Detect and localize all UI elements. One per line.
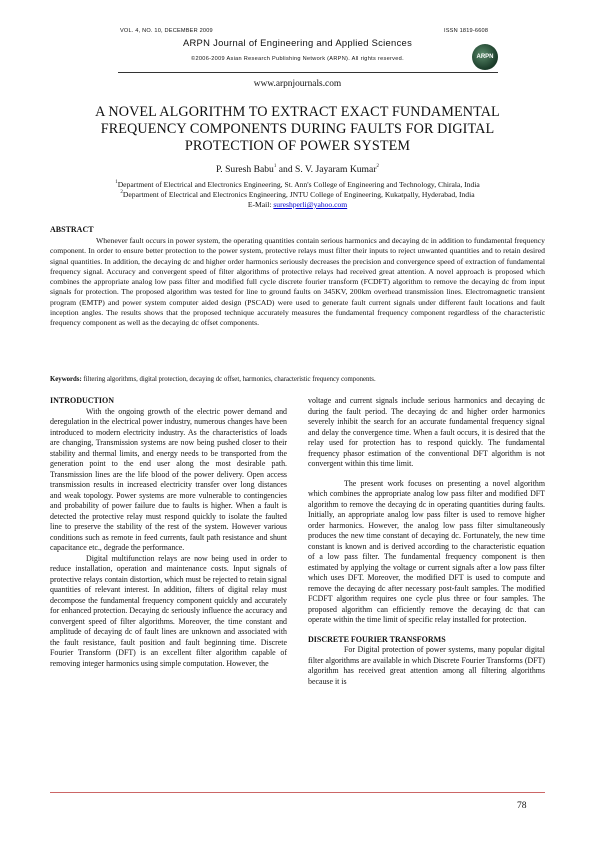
affiliation-marker: 1 [273, 164, 277, 169]
paragraph: voltage and current signals include serious harmonics and decaying dc during the fault period. The decaying dc and higher order harmonics severely inhibit the search for an accurate fundamental frequency signal and delay the convergence time. When a fault occurs, it is desired that the relay used for protection has to respond quickly. The fundamental frequency phasor estimation of the conventional DFT algorithm is not convergent within this time limit. [308, 396, 545, 469]
left-column [50, 396, 287, 669]
email-link[interactable]: sureshperli@yahoo.com [273, 200, 348, 209]
paragraph: With the ongoing growth of the electric power demand and deregulation in the electrical power industry, numerous changes have been introduced to modern electricity industry. As the characteristics of loads are changing, Transmission systems are now being pushed closer to their stability and thermal limits, and energy needs to be transported from the generation point to the end user along the most desirable path. Transmission lines are the life blood of the power delivery. Open access transmission results in increased electricity transfer over long distances and weak topology. Power systems are more vulnerable to contingencies and probability of power failure due to faults is higher. When a fault is detected the protective relay must respond quickly to isolate the faulted line to preserve the stability of the rest of the system. However various conditions such as remote in feed currents, fault path resistance and shunt capacitance etc., degrade the performance. [50, 406, 287, 553]
author-name: S. V. Jayaram Kumar [295, 164, 377, 175]
paragraph: Digital multifunction relays are now being used in order to reduce installation, operation and maintenance costs. Input signals of protective relays contain distortion, which must be rejected to retain signal quantities of relevant interest. In addition, filters of digital relay must decompose the fundamental frequency component quickly and accurately for enhanced protection. Decaying dc seriously influence the accuracy and convergent speed of filter algorithms. Moreover, the time constant and amplitude of decaying dc of fault lines are unknown and associated with the fault resistance, fault position and fault beginning time. Discrete Fourier Transform (DFT) is an excellent filter algorithm capable of removing integer harmonics using simple computation. However, the [50, 553, 287, 668]
keywords-label: Keywords: [50, 376, 82, 383]
page-number: 78 [517, 800, 527, 811]
author-name: P. Suresh Babu [216, 164, 274, 175]
author-list [0, 164, 595, 175]
journal-name: ARPN Journal of Engineering and Applied Sciences [182, 37, 413, 48]
paper-title: A NOVEL ALGORITHM TO EXTRACT EXACT FUNDAMENTAL FREQUENCY COMPONENTS DURING FAULTS FOR DIGITAL PROTECTION OF POWER SYSTEM [95, 104, 500, 154]
footer-divider [50, 792, 545, 793]
abstract-text: Whenever fault occurs in power system, the operating quantities contain serious harmonics and decaying dc in addition to fundamental frequency component. In order to ensure better protection to the power system, protective relays must filter their inputs to reject unwanted quantities and to retain desired signal quantities. In addition, the decaying dc and higher order harmonics seriously decreases the precision and convergence speed of extraction of fundamental frequency signal. Accuracy and convergent speed of filter algorithms of protective relays had received great attention. A novel approach is proposed which combines the appropriate analog low pass filter and modified full cycle discrete fourier transform (FCDFT) algorithm to remove the decaying dc from input signals for protection. The proposed algorithm was tested for line to ground faults on 345KV, 200km overhead transmission lines. Electromagnetic transient program (EMTP) and power system computer aided design (PSCAD) were used to generate fault current signals under different fault locations and fault inception angles. The results shows that the proposed technique accurately measures the fundamental frequency component regardless of the characteristic frequency component as well as the decaying dc offset components. [50, 236, 545, 328]
journal-url[interactable]: www.arpnjournals.com [253, 79, 342, 89]
paragraph: The present work focuses on presenting a novel algorithm which combines the appropriate analog low pass filter and modified DFT algorithm to remove the decaying dc in operating quantities during faults. Initially, an appropriate analog low pass filter is used to remove higher order harmonics. However, the analog low pass filter simultaneously produces the new time constant of decaying dc. Fortunately, the new time constant is known and is derived according to the characteristic equation of a low pass filter. The fundamental frequency component is then estimated by applying the voltage or current signals after a low pass filter which uses DFT. Moreover, the modified DFT is used to compute and remove the decaying dc after necessary post-fault samples. The modified FCDFT algorithm requires one cycle plus three or four samples. The proposed algorithm can efficiently remove the decaying dc that can operate within the time limit of specific relay installed for protection. [308, 478, 545, 625]
affiliation-1: $^1$Department of Electrical and Electronics Engineering, St. Ann's College of Engineering and Technology, Chirala, India [115, 180, 480, 189]
journal-logo: ARPN [472, 44, 498, 70]
keywords-list: filtering algorithms, digital protection, decaying dc offset, harmonics, characteristic frequency components. [81, 376, 376, 383]
affiliation-2: $^2$Department of Electrical and Electronics Engineering, JNTU College of Engineering, Kukatpally, Hyderabad, India [120, 190, 475, 199]
copyright-notice: ©2006-2009 Asian Research Publishing Network (ARPN). All rights reserved. [191, 56, 404, 62]
affiliation-marker: 2 [376, 164, 379, 169]
header-divider [118, 72, 498, 73]
author-email: E-Mail: sureshperli@yahoo.com [247, 200, 348, 209]
volume-info: VOL. 4, NO. 10, DECEMBER 2009 [120, 28, 213, 34]
section-heading-dft: DISCRETE FOURIER TRANSFORMS [308, 634, 446, 644]
author-conjunction: and [276, 164, 296, 175]
paragraph: For Digital protection of power systems, many popular digital filter algorithms are available in which Discrete Fourier Transforms (DFT) algorithm has received great attention among all filtering algorithms because it is [308, 645, 545, 686]
section-heading-introduction: INTRODUCTION [50, 396, 115, 405]
abstract-heading: ABSTRACT [50, 225, 94, 234]
keywords [50, 375, 545, 384]
right-column [308, 396, 545, 687]
issn: ISSN 1819-6608 [444, 28, 489, 34]
